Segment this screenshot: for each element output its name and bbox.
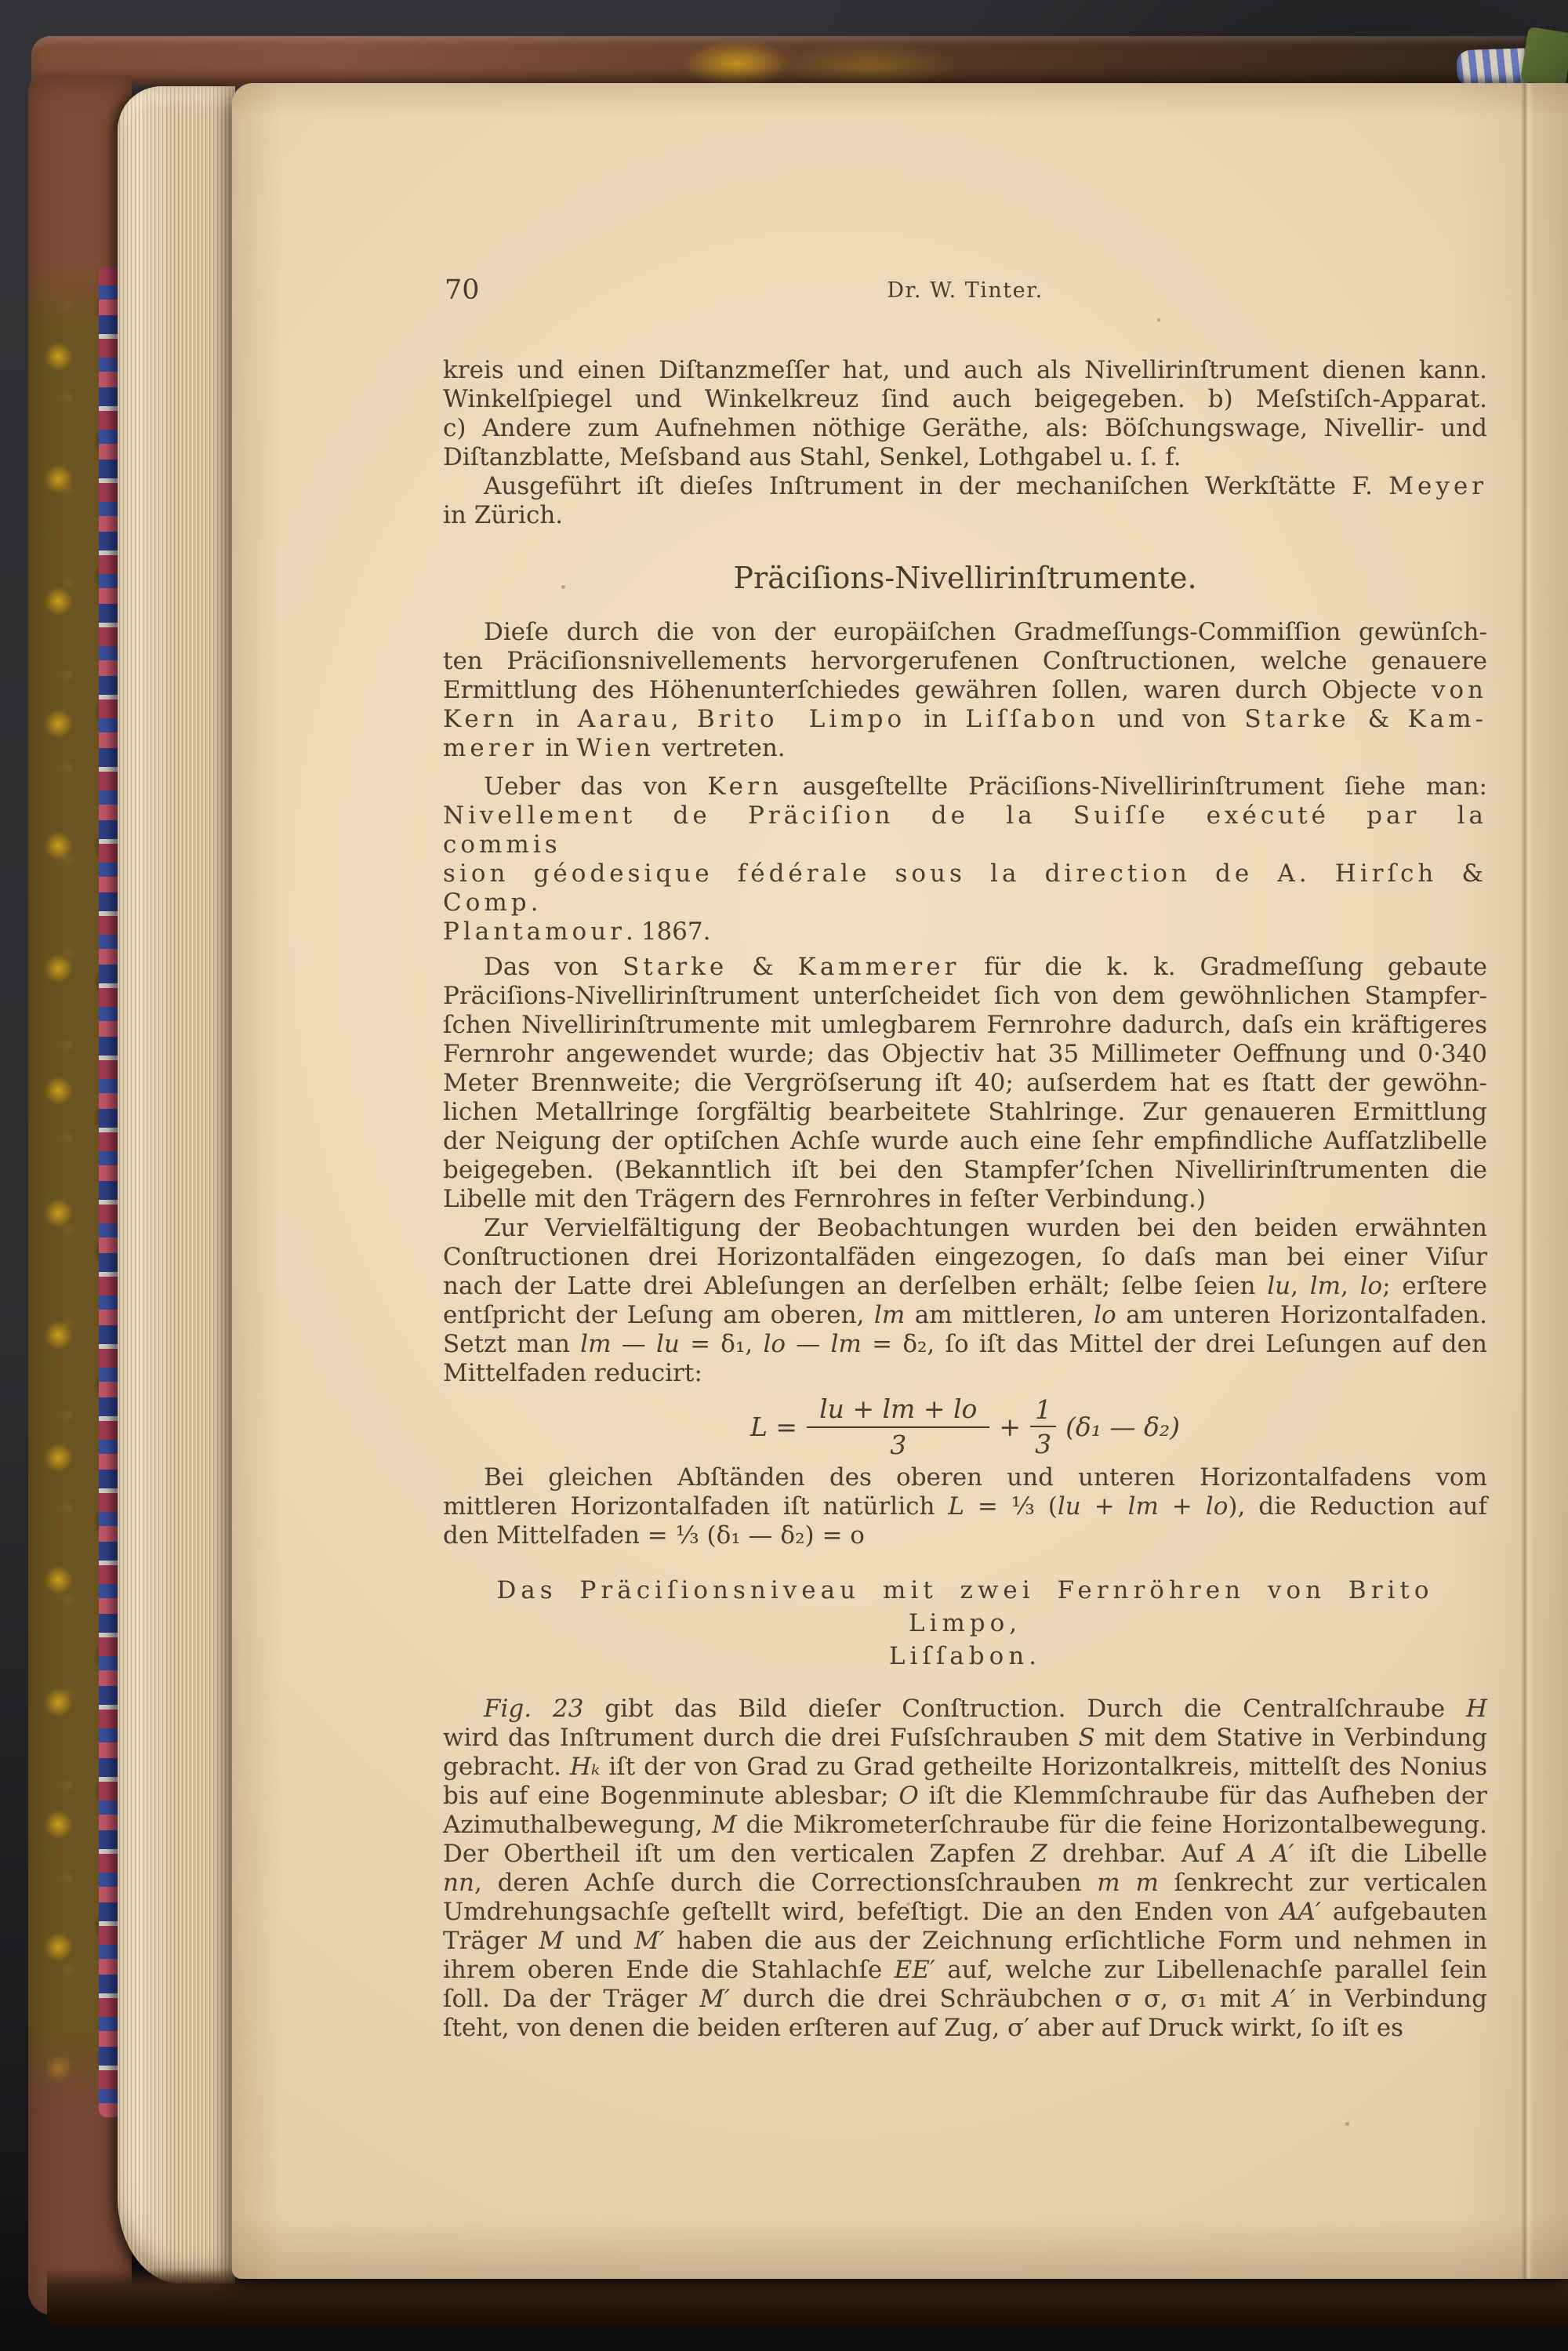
paragraph [443,618,1487,763]
text-line: Meter Brennweite; die Vergröſserung iſt 40; auſserdem hat es ſtatt der gewöhn- [443,1069,1487,1097]
text-line: Ermittlung des Höhenunterſchiedes gewähren ſollen, waren durch Objecte von [443,676,1487,704]
text-line: ten Präciſionsnivellements hervorgerufenen Conſtructionen, welche genauere [443,647,1487,675]
text-line: ſoll. Da der Träger M′ durch die drei Schräubchen σ σ, σ₁ mit A′ in Verbindung [443,1984,1487,2013]
text-line: merer in Wien vertreten. [443,734,786,762]
paragraph [443,472,1487,530]
text-line: Das von Starke & Kammerer für die k. k. Gradmeſſung gebaute [484,953,1487,981]
text-line: Umdrehungsachſe geſtellt wird, befeſtigt. Die an den Enden von AA′ aufgebauten [443,1897,1487,1926]
text-line: ſteht, von denen die beiden erſteren auf Zug, σ′ aber auf Druck wirkt, ſo iſt es [443,2013,1404,2042]
text-line: sion géodesique fédérale sous la direction de A. Hirſch & Comp. [443,859,1487,917]
text-line: Conſtructionen drei Horizontalfäden eingezogen, ſo daſs man bei einer Viſur [443,1243,1487,1271]
text-line: in Zürich. [443,501,564,529]
text-line: Diſtanzblatte, Meſsband aus Stahl, Senkel, Lothgabel u. ſ. f. [443,443,1181,471]
text-line: Setzt man lm — lu = δ₁, lo — lm = δ₂, ſo iſt das Mittel der drei Leſungen auf den [443,1330,1487,1358]
text-line: ihrem oberen Ende die Stahlachſe EE′ auf, welche zur Libellenachſe parallel ſein [443,1955,1487,1984]
formula-lhs: L = [750,1411,798,1442]
text-line: Liſſabon. [888,1641,1042,1670]
running-title: Dr. W. Tinter. [887,278,1044,303]
page-block-fore-edge [118,86,235,2284]
text-line: c) Andere zum Aufnehmen nöthige Geräthe, als: Böſchungswage, Nivellir- und [443,414,1487,442]
text-line: der Neigung der optiſchen Achſe wurde auch eine ſehr empfindliche Aufſatzlibelle [443,1127,1487,1155]
text-line: kreis und einen Diſtanzmeſſer hat, und auch als Nivellirinſtrument dienen kann. [443,356,1487,384]
text-line: mittleren Horizontalfaden iſt natürlich L = ¹⁄₃ (lu + lm + lo), die Reduction auf [443,1492,1487,1521]
section-heading: Präciſions-Nivellirinſtrumente. [733,561,1197,595]
bookmark-ribbon [1520,27,1568,88]
text-line: Fernrohr angewendet wurde; das Objectiv hat 35 Millimeter Oeffnung und 0·340 [443,1040,1487,1068]
text-line: Das Präciſionsniveau mit zwei Fernröhren von Brito Limpo, [496,1575,1434,1637]
text-line: Der Obertheil iſt um den verticalen Zapfen Z drehbar. Auf A A′ iſt die Libelle [443,1839,1487,1868]
paragraph [443,953,1487,1214]
text-line: Dieſe durch die von der europäiſchen Gradmeſſungs-Commiſſion gewünſch- [484,618,1487,646]
text-line: Winkelſpiegel und Winkelkreuz ſind auch beigegeben. b) Meſstiſch-Apparat. [443,385,1487,413]
text-line: bis auf eine Bogenminute ablesbar; O iſt die Klemmſchraube für das Aufheben der [443,1781,1487,1810]
text-line: nn, deren Achſe durch die Correctionsſchrauben m m ſenkrecht zur verticalen [443,1868,1487,1897]
formula-operator: + [999,1411,1022,1442]
text-line: Plantamour. 1867. [443,918,711,946]
section-heading-spaced [443,1574,1487,1673]
book-cover-top-edge [31,36,1568,86]
text-line: den Mittelfaden = ¹⁄₃ (δ₁ — δ₂) = o [443,1521,865,1550]
page-gutter-fold [1521,83,1534,2279]
text-line: lichen Metallringe ſorgfältig bearbeitete Stahlringe. Zur genaueren Ermittlung [443,1098,1487,1126]
page-number: 70 [445,274,480,306]
text-line: Libelle mit den Trägern des Fernrohres in feſter Verbindung.) [443,1185,1206,1213]
text-line: entſpricht der Leſung am oberen, lm am mittleren, lo am unteren Horizontalfaden. [443,1301,1488,1329]
paragraph [443,772,1487,947]
text-line: Bei gleichen Abſtänden des oberen und unteren Horizontalfadens vom [484,1463,1487,1492]
paper-speck [1345,2122,1349,2126]
text-line: Präciſions-Nivellirinſtrument unterſcheidet ſich von dem gewöhnlichen Stampfer- [443,982,1487,1010]
text-line: Kern in Aarau, Brito Limpo in Liſſabon und von Starke & Kam- [443,705,1487,733]
text-line: wird das Inſtrument durch die drei Fuſsſchrauben S mit dem Stative in Verbindung [443,1723,1487,1752]
paragraph [443,1214,1487,1388]
page-text [443,276,1487,2043]
formula-fraction: $\frac{lu + lm + lo}{3}$ [807,1394,989,1460]
text-line: Nivellement de Präciſion de la Suiſſe exécuté par la commis [443,801,1487,859]
text-line: Ausgeführt iſt dieſes Inſtrument in der mechaniſchen Werkſtätte F. Meyer [484,472,1487,500]
text-line: ſchen Nivellirinſtrumente mit umlegbarem Fernrohre dadurch, daſs ein kräftigeres [443,1011,1487,1039]
text-line: Zur Vervielfältigung der Beobachtungen wurden bei den beiden erwähnten [484,1214,1487,1242]
text-line: Ueber das von Kern ausgeſtellte Präciſions-Nivellirinſtrument ſiehe man: [484,772,1487,801]
text-line: gebracht. Hₖ iſt der von Grad zu Grad getheilte Horizontalkreis, mittelſt des Nonius [443,1752,1488,1781]
book-page [232,83,1568,2279]
formula-fraction: $\frac{1}{3}$ [1030,1395,1056,1460]
paragraph [443,1463,1487,1550]
text-line: beigegeben. (Bekanntlich iſt bei den Stampfer’ſchen Nivellirinſtrumenten die [443,1156,1487,1184]
formula-tail: (δ₁ — δ₂) [1065,1411,1180,1442]
text-line: Träger M und M′ haben die aus der Zeichnung erſichtliche Form und nehmen in [443,1926,1488,1955]
text-line: nach der Latte drei Ableſungen an derſelben erhält; ſelbe ſeien lu, lm, lo; erſtere [443,1272,1487,1300]
text-line: Azimuthalbewegung, M die Mikrometerſchraube für die feine Horizontalbewegung. [443,1810,1487,1839]
paragraph [443,356,1487,472]
formula [443,1394,1487,1460]
text-line: Fig. 23 gibt das Bild dieſer Conſtruction. Durch die Centralſchraube H [484,1694,1487,1723]
text-line: Mittelfaden reducirt: [443,1359,702,1387]
paragraph [443,1695,1487,2043]
page-header [443,276,1487,309]
